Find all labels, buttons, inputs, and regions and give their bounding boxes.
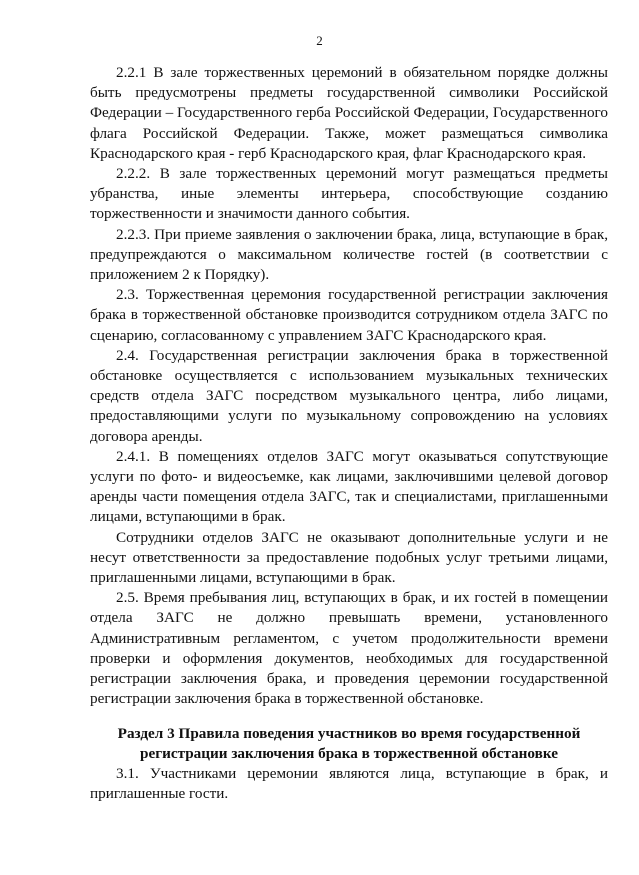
section-heading-line-1: Раздел 3 Правила поведения участников во время государственной <box>117 724 581 742</box>
section-3-heading <box>90 724 608 764</box>
paragraph-2-4: 2.4. Государственная регистрации заключения брака в торжественной обстановке осуществляется с использованием музыкальных технических средств отдела ЗАГС посредством музыкального центра, либо лицами, предоставляющими услуги по музыкальному сопровождению на условиях договора аренды. <box>90 346 608 445</box>
paragraph-2-4-1: 2.4.1. В помещениях отделов ЗАГС могут оказываться сопутствующие услуги по фото- и видеосъемке, как лицами, заключившими целевой договор аренды части помещения отдела ЗАГС, так и специалистами, приглашенными лицами, вступающими в брак. <box>90 447 608 526</box>
page-number: 2 <box>316 33 323 48</box>
paragraph-3-1: 3.1. Участниками церемонии являются лица, вступающие в брак, и приглашенные гости. <box>90 764 608 803</box>
section-heading-line-2: регистрации заключения брака в торжественной обстановке <box>140 744 558 762</box>
paragraph-2-2-2: 2.2.2. В зале торжественных церемоний могут размещаться предметы убранства, иные элементы интерьера, способствующие созданию торжественности и значимости данного события. <box>90 165 608 223</box>
paragraph-2-3: 2.3. Торжественная церемония государственной регистрации заключения брака в торжественной обстановке производится сотрудником отдела ЗАГС по сценарию, согласованному с управлением ЗАГС Краснодарского края. <box>90 286 608 344</box>
paragraph-2-2-3: 2.2.3. При приеме заявления о заключении брака, лица, вступающие в брак, предупреждаются о максимальном количестве гостей (в соответствии с приложением 2 к Порядку). <box>90 225 608 284</box>
paragraph-2-5: 2.5. Время пребывания лиц, вступающих в брак, и их гостей в помещении отдела ЗАГС не должно превышать времени, установленного Административным регламентом, с учетом продолжительности времени проверки и оформления документов, необходимых для государственной регистрации заключения брака, и проведения церемонии государственной регистрации заключения брака в торжественной обстановке. <box>90 589 608 708</box>
document-body <box>90 63 608 804</box>
paragraph-2-2-1: 2.2.1 В зале торжественных церемоний в обязательном порядке должны быть предусмотрены предметы государственной символики Российской Федерации – Государственного герба Российской Федерации, Государственного флага Российской Федерации. Также, может размещаться символика Краснодарского края - герб Краснодарского края, флаг Краснодарского края. <box>90 64 608 162</box>
paragraph-zags-note: Сотрудники отделов ЗАГС не оказывают дополнительные услуги и не несут ответственности за предоставление подобных услуг третьими лицами, приглашенными лицами, вступающими в брак. <box>90 528 608 587</box>
